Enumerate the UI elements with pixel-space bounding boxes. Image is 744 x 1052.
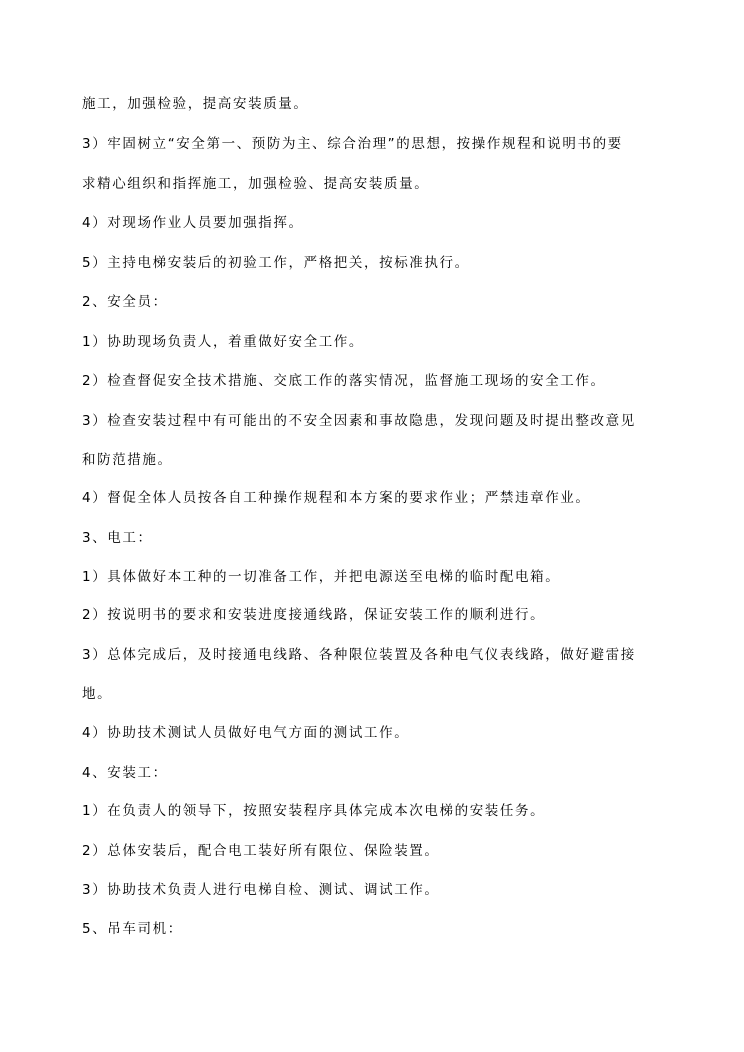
text-line: 1）协助现场负责人，着重做好安全工作。 xyxy=(82,334,364,350)
text-line: 4）督促全体人员按各自工种操作规程和本方案的要求作业；严禁违章作业。 xyxy=(82,490,591,506)
section-heading: 5、吊车司机： xyxy=(82,921,183,937)
text-line: 和防范措施。 xyxy=(82,452,173,468)
text-line: 2）按说明书的要求和安装进度接通线路，保证安装工作的顺利进行。 xyxy=(82,607,546,623)
text-line: 3）总体完成后，及时接通电线路、各种限位装置及各种电气仪表线路，做好避雷接 xyxy=(82,647,636,663)
text-line: 5）主持电梯安装后的初验工作，严格把关，按标准执行。 xyxy=(82,255,470,271)
section-heading: 3、电工： xyxy=(82,530,153,546)
text-line: 施工，加强检验，提高安装质量。 xyxy=(82,96,309,112)
text-line: 3）牢固树立“安全第一、预防为主、综合治理”的思想，按操作规程和说明书的要 xyxy=(82,136,623,152)
text-line: 4）对现场作业人员要加强指挥。 xyxy=(82,215,304,231)
text-line: 3）协助技术负责人进行电梯自检、测试、调试工作。 xyxy=(82,882,440,898)
text-line: 1）具体做好本工种的一切准备工作，并把电源送至电梯的临时配电箱。 xyxy=(82,569,561,585)
text-line: 2）总体安装后，配合电工装好所有限位、保险装置。 xyxy=(82,843,440,859)
text-line: 4）协助技术测试人员做好电气方面的测试工作。 xyxy=(82,725,410,741)
text-line: 求精心组织和指挥施工，加强检验、提高安装质量。 xyxy=(82,176,430,192)
text-line: 3）检查安装过程中有可能出的不安全因素和事故隐患，发现问题及时提出整改意见 xyxy=(82,413,636,429)
section-heading: 2、安全员： xyxy=(82,294,168,310)
text-line: 地。 xyxy=(82,686,113,702)
text-line: 1）在负责人的领导下，按照安装程序具体完成本次电梯的安装任务。 xyxy=(82,803,546,819)
section-heading: 4、安装工： xyxy=(82,765,168,781)
text-line: 2）检查督促安全技术措施、交底工作的落实情况，监督施工现场的安全工作。 xyxy=(82,373,606,389)
